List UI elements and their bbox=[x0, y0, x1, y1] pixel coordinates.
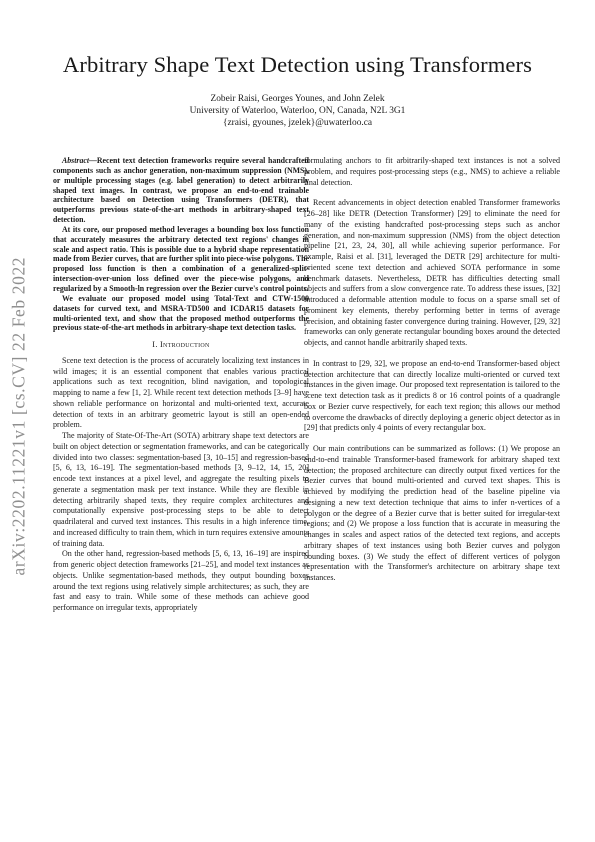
author-emails: {zraisi, gyounes, jzelek}@uwaterloo.ca bbox=[222, 118, 373, 128]
paper-title: Arbitrary Shape Text Detection using Transformers bbox=[62, 52, 533, 77]
right-paragraph-4: Our main contributions can be summarized as follows: (1) We propose an end-to-end trainable Transformer-based framework for arbitrary shaped text detection; the proposed architecture can directly output fixed vertices for the Bezier curves that bound multi-oriented and curved text shapes. This is achieved by modifying the prediction head of the baseline pipeline via designing a new text detection technique that aims to infer n-vertices of a polygon or the degree of a Bezier curve that is better suited for irregular-text regions; and (2) We propose a loss function that is accurate in measuring the changes in scales and aspect ratios of the detected text regions, and accepts arbitrary shapes of text instances using both Bezier curves and polygon bounding boxes. (3) We study the effect of different vertices of polygon representation with the Transformer's architecture on arbitrary shape text instances. bbox=[304, 444, 560, 582]
abstract-paragraph-1 bbox=[53, 156, 309, 225]
left-column bbox=[53, 156, 309, 614]
abstract-label: Abstract bbox=[62, 156, 90, 165]
intro-paragraph-1: Scene text detection is the process of accurately localizing text instances in wild images; it is an essential component that enables various practical applications such as text recognition, blind navigation, and topological mapping to name a few [1, 2]. While recent text detection methods [3–9] have shown reliable performance on horizontal and multi-oriented text, accurate detection of texts in an arbitrary geometric layout is still an open-ended problem. bbox=[53, 355, 309, 430]
section-numeral: I. bbox=[152, 340, 158, 350]
abstract bbox=[53, 156, 309, 333]
right-column bbox=[304, 156, 560, 584]
intro-paragraph-3: On the other hand, regression-based methods [5, 6, 13, 16–19] are inspired from generic object detection frameworks [21–25], and model text instances as objects. Unlike segmentation-based methods, they output bounding boxes around the text regions using relatively simple architectures; as such, they are fast and easy to train. While some of these methods can achieve good performance on irregular texts, appropriately bbox=[53, 549, 309, 613]
abstract-paragraph-2: At its core, our proposed method leverages a bounding box loss function that accurately measures the arbitrary detected text regions' changes in scale and aspect ratio. This is possible due to a hybrid shape representation made from Bezier curves, that are further split into piece-wise polygons. The proposed loss function is then a combination of a generalized-split-intersection-over-union loss defined over the piece-wise polygons, and regularized by a Smooth-ln regression over the Bezier curve's control points. bbox=[53, 224, 309, 293]
right-paragraph-2: Recent advancements in object detection enabled Transformer frameworks [26–28] like DETR (Detection Transformer) [29] to eliminate the need for many of the existing handcrafted post-processing steps such as anchor generation, and non-maximum suppression (NMS) from the object detection pipeline [21, 23, 24, 30], all while achieving superior performance. For example, Raisi et al. [31], leveraged the DETR [29] architecture for multi-oriented scene text detection and achieved SOTA performance in some benchmark datasets. Nevertheless, DETR has difficulties detecting small objects and suffers from a slow convergence rate. To address these issues, [32] introduced a deformable attention module to focus on a sparse small set of prominent key elements, thereby performing better in terms of average precision, and obtaining faster convergence during training. However, [29, 32] frameworks can only generate rectangular bounding boxes around the detected objects, and cannot handle arbitrarily shaped texts. bbox=[304, 198, 560, 347]
right-paragraph-1: formulating anchors to fit arbitrarily-shaped text instances is not a solved problem, and requires post-processing steps (e.g., NMS) to achieve a reliable final detection. bbox=[304, 156, 560, 187]
section-title: Introduction bbox=[160, 340, 210, 350]
intro-paragraph-2: The majority of State-Of-The-Art (SOTA) arbitrary shape text detectors are built on object detection or segmentation frameworks, and can be categorically divided into two classes: segmentation-based [3, 10–15] and regression-based [5, 6, 13, 16–19]. The segmentation-based methods [3, 9–12, 14, 15, 20] encode text instances at a pixel level, and aggregate the resulting pixels to generate a segmentation mask per text instance. While they are flexible in detecting arbitrarily shaped texts, they require complex architectures and computationally expensive post-processing steps to be able to detect quadrilateral and curved text instances. This results in a high inference time, and increased difficulty to train them, which in turn requires extensive amounts of training data. bbox=[53, 431, 309, 548]
section-heading-introduction bbox=[53, 340, 309, 351]
affiliation: University of Waterloo, Waterloo, ON, Canada, N2L 3G1 bbox=[189, 106, 406, 116]
right-paragraph-3: In contrast to [29, 32], we propose an end-to-end Transformer-based object detection architecture that can directly localize multi-oriented or curved text instances in the given image. Our proposed text representation is tailored to the scene text detection task as it predicts 8 or 16 control points of a quadrangle box or Bezier curve respectively, for each text region; this allows our method to overcome the drawbacks of directly deploying a generic object detector as in [29] that predicts only 4 points of every rectangular box. bbox=[304, 358, 560, 433]
abstract-text-1: —Recent text detection frameworks require several handcrafted components such as anchor generation, non-maximum suppression (NMS), or multiple processing stages (e.g. label generation) to detect arbitrarily shaped text images. In contrast, we propose an end-to-end trainable architecture based on Detection using Transformers (DETR), that outperforms previous state-of-the-art methods in arbitrary-shaped text detection. bbox=[53, 156, 309, 225]
abstract-paragraph-3: We evaluate our proposed model using Total-Text and CTW-1500 datasets for curved text, and MSRA-TD500 and ICDAR15 datasets for multi-oriented text, and show that the proposed method outperforms the previous state-of-the-art methods in arbitrary-shape text detection tasks. bbox=[53, 293, 309, 333]
arxiv-identifier: arXiv:2202.11221v1 [cs.CV] 22 Feb 2022 bbox=[8, 256, 29, 576]
author-list: Zobeir Raisi, Georges Younes, and John Zelek bbox=[210, 94, 385, 104]
